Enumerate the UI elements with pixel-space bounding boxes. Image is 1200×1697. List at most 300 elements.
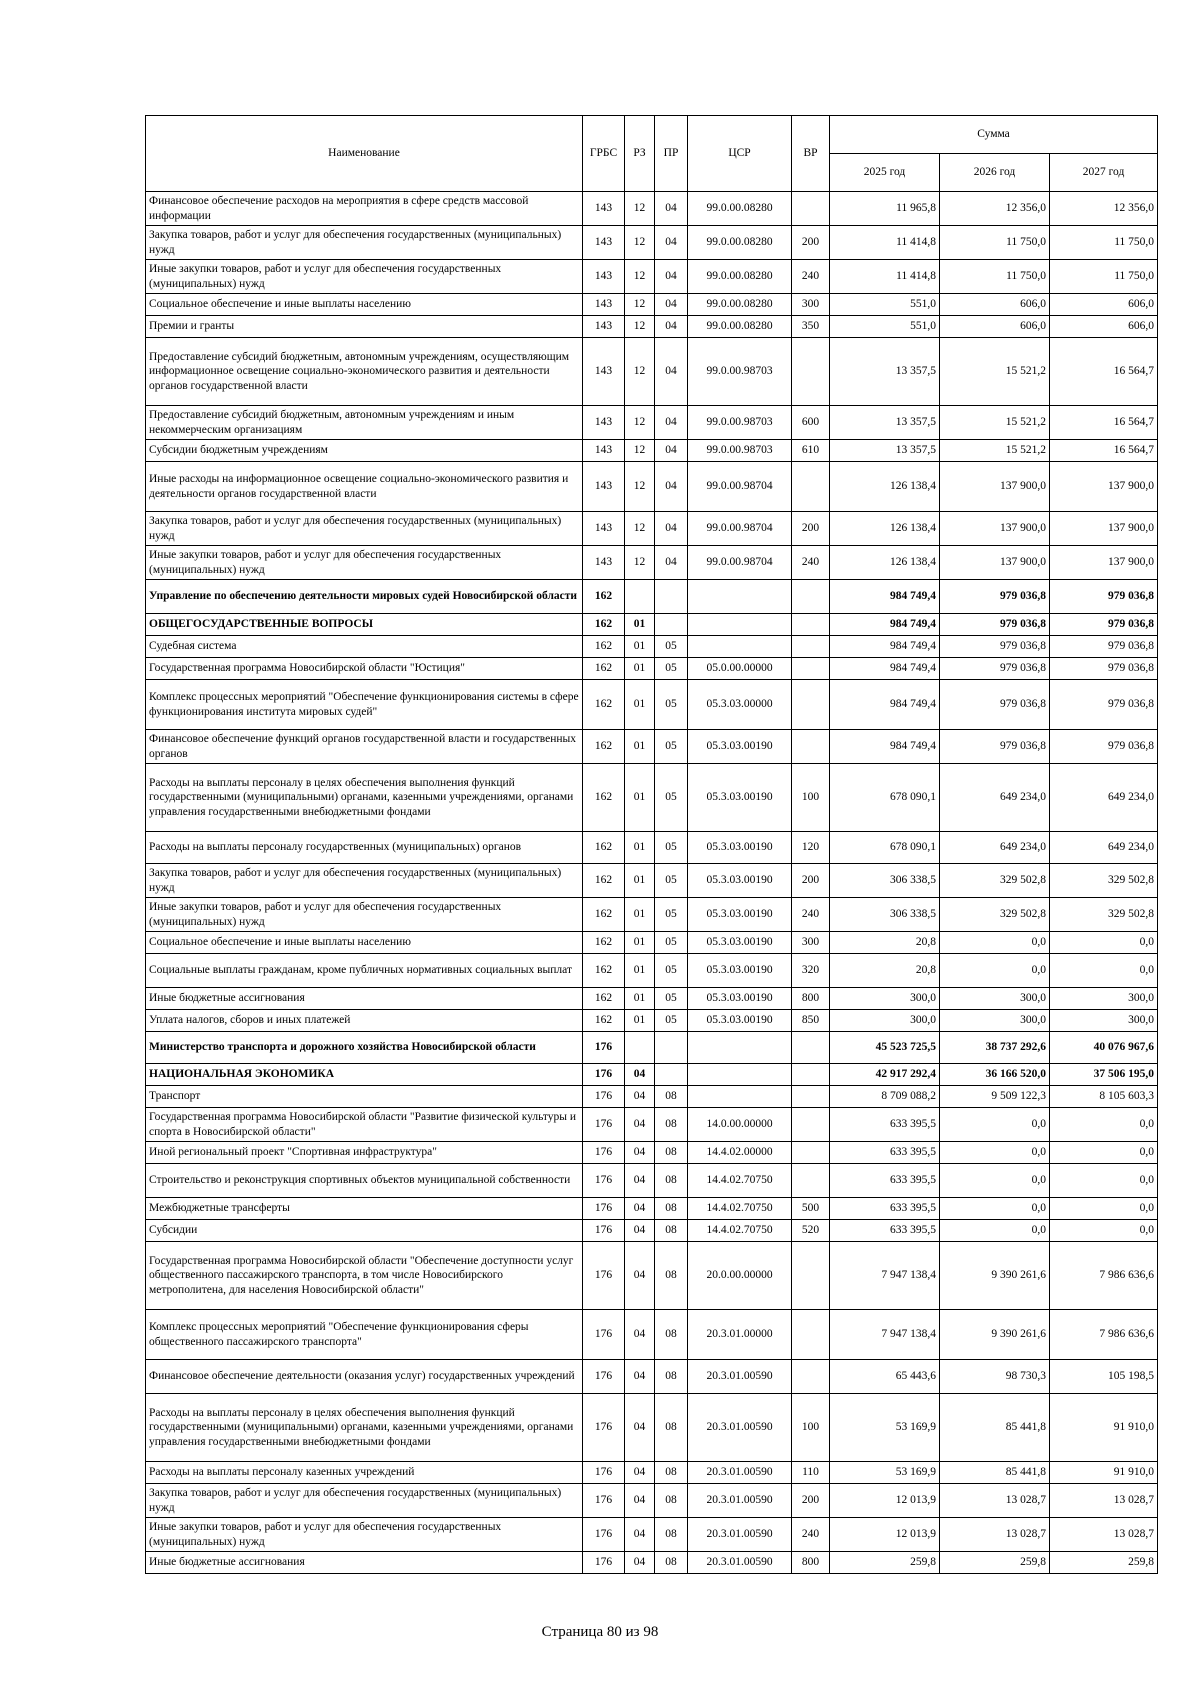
cell-vr: 800	[792, 988, 830, 1010]
cell-grbs: 143	[583, 294, 625, 316]
cell-name: Иные закупки товаров, работ и услуг для обеспечения государственных (муниципальных) нужд	[146, 546, 583, 580]
cell-pr	[655, 580, 688, 614]
cell-name: Межбюджетные трансферты	[146, 1198, 583, 1220]
cell-csr: 20.3.01.00590	[688, 1518, 792, 1552]
cell-name: Расходы на выплаты персоналу государственных (муниципальных) органов	[146, 832, 583, 864]
cell-rz: 04	[625, 1086, 655, 1108]
cell-csr: 20.3.01.00590	[688, 1462, 792, 1484]
cell-vr: 200	[792, 512, 830, 546]
cell-vr	[792, 192, 830, 226]
cell-sum-2027: 979 036,8	[1050, 730, 1158, 764]
cell-csr: 05.3.03.00190	[688, 988, 792, 1010]
cell-sum-2026: 329 502,8	[940, 864, 1050, 898]
cell-sum-2027: 7 986 636,6	[1050, 1310, 1158, 1360]
cell-rz: 12	[625, 192, 655, 226]
cell-csr: 99.0.00.98704	[688, 546, 792, 580]
cell-name: Субсидии	[146, 1220, 583, 1242]
cell-grbs: 162	[583, 764, 625, 832]
cell-sum-2026: 85 441,8	[940, 1462, 1050, 1484]
cell-name: Предоставление субсидий бюджетным, автономным учреждениям, осуществляющим информационное освещение социально-экономического развития и деятельности органов государственной власти	[146, 338, 583, 406]
cell-grbs: 143	[583, 512, 625, 546]
cell-rz: 01	[625, 1010, 655, 1032]
cell-sum-2026: 979 036,8	[940, 580, 1050, 614]
cell-vr	[792, 614, 830, 636]
cell-grbs: 176	[583, 1552, 625, 1574]
cell-rz: 12	[625, 406, 655, 440]
cell-grbs: 143	[583, 406, 625, 440]
cell-grbs: 162	[583, 932, 625, 954]
cell-sum-2026: 979 036,8	[940, 730, 1050, 764]
table-row	[146, 546, 1158, 580]
cell-vr: 200	[792, 1484, 830, 1518]
cell-pr: 08	[655, 1552, 688, 1574]
cell-rz: 12	[625, 316, 655, 338]
cell-sum-2025: 13 357,5	[830, 338, 940, 406]
cell-sum-2026: 649 234,0	[940, 832, 1050, 864]
header-pr: ПР	[655, 116, 688, 192]
table-row	[146, 512, 1158, 546]
cell-name: Иные расходы на информационное освещение социально-экономического развития и деятельности органов государственной власти	[146, 462, 583, 512]
cell-sum-2026: 15 521,2	[940, 406, 1050, 440]
cell-grbs: 176	[583, 1108, 625, 1142]
cell-sum-2025: 678 090,1	[830, 764, 940, 832]
cell-name: Иной региональный проект "Спортивная инфраструктура"	[146, 1142, 583, 1164]
cell-vr: 320	[792, 954, 830, 988]
cell-rz: 01	[625, 832, 655, 864]
cell-sum-2027: 979 036,8	[1050, 680, 1158, 730]
cell-grbs: 162	[583, 658, 625, 680]
cell-vr	[792, 1086, 830, 1108]
cell-sum-2025: 53 169,9	[830, 1394, 940, 1462]
table-row	[146, 440, 1158, 462]
table-row	[146, 462, 1158, 512]
cell-pr	[655, 614, 688, 636]
cell-sum-2025: 300,0	[830, 988, 940, 1010]
cell-rz: 12	[625, 546, 655, 580]
cell-vr: 100	[792, 764, 830, 832]
cell-name: Финансовое обеспечение расходов на мероприятия в сфере средств массовой информации	[146, 192, 583, 226]
cell-csr: 05.3.03.00190	[688, 1010, 792, 1032]
cell-grbs: 143	[583, 192, 625, 226]
cell-sum-2026: 9 390 261,6	[940, 1242, 1050, 1310]
cell-sum-2026: 137 900,0	[940, 512, 1050, 546]
cell-vr: 610	[792, 440, 830, 462]
cell-sum-2026: 9 509 122,3	[940, 1086, 1050, 1108]
cell-rz: 04	[625, 1220, 655, 1242]
cell-sum-2025: 13 357,5	[830, 440, 940, 462]
cell-pr: 08	[655, 1360, 688, 1394]
cell-sum-2026: 13 028,7	[940, 1484, 1050, 1518]
cell-rz	[625, 580, 655, 614]
cell-pr: 08	[655, 1310, 688, 1360]
cell-pr: 05	[655, 864, 688, 898]
cell-csr: 14.4.02.00000	[688, 1142, 792, 1164]
cell-rz: 01	[625, 680, 655, 730]
cell-sum-2025: 984 749,4	[830, 614, 940, 636]
cell-grbs: 162	[583, 636, 625, 658]
cell-grbs: 162	[583, 898, 625, 932]
cell-csr: 99.0.00.98704	[688, 512, 792, 546]
cell-pr	[655, 1032, 688, 1064]
cell-grbs: 176	[583, 1310, 625, 1360]
cell-grbs: 162	[583, 730, 625, 764]
cell-sum-2027: 8 105 603,3	[1050, 1086, 1158, 1108]
cell-sum-2026: 11 750,0	[940, 260, 1050, 294]
cell-name: Судебная система	[146, 636, 583, 658]
cell-sum-2027: 606,0	[1050, 316, 1158, 338]
table-row	[146, 1394, 1158, 1462]
cell-pr: 05	[655, 658, 688, 680]
table-row	[146, 192, 1158, 226]
cell-csr: 14.0.00.00000	[688, 1108, 792, 1142]
cell-rz: 01	[625, 954, 655, 988]
cell-sum-2027: 979 036,8	[1050, 580, 1158, 614]
table-row	[146, 1010, 1158, 1032]
cell-sum-2027: 12 356,0	[1050, 192, 1158, 226]
cell-pr: 08	[655, 1164, 688, 1198]
cell-pr: 04	[655, 440, 688, 462]
cell-rz: 01	[625, 636, 655, 658]
cell-vr: 240	[792, 898, 830, 932]
cell-name: Закупка товаров, работ и услуг для обеспечения государственных (муниципальных) нужд	[146, 1484, 583, 1518]
cell-pr: 04	[655, 338, 688, 406]
cell-csr: 05.3.03.00190	[688, 954, 792, 988]
cell-sum-2027: 37 506 195,0	[1050, 1064, 1158, 1086]
cell-csr: 99.0.00.08280	[688, 260, 792, 294]
cell-sum-2026: 11 750,0	[940, 226, 1050, 260]
cell-rz: 12	[625, 260, 655, 294]
cell-sum-2027: 329 502,8	[1050, 898, 1158, 932]
cell-csr: 05.0.00.00000	[688, 658, 792, 680]
cell-csr: 99.0.00.08280	[688, 192, 792, 226]
cell-grbs: 143	[583, 260, 625, 294]
cell-sum-2025: 633 395,5	[830, 1220, 940, 1242]
cell-sum-2027: 7 986 636,6	[1050, 1242, 1158, 1310]
cell-name: НАЦИОНАЛЬНАЯ ЭКОНОМИКА	[146, 1064, 583, 1086]
cell-name: Транспорт	[146, 1086, 583, 1108]
cell-vr	[792, 1164, 830, 1198]
cell-sum-2025: 8 709 088,2	[830, 1086, 940, 1108]
cell-csr: 20.3.01.00590	[688, 1552, 792, 1574]
cell-csr	[688, 1064, 792, 1086]
cell-sum-2025: 633 395,5	[830, 1164, 940, 1198]
cell-pr: 05	[655, 1010, 688, 1032]
cell-vr	[792, 1242, 830, 1310]
cell-sum-2027: 0,0	[1050, 1198, 1158, 1220]
table-row	[146, 406, 1158, 440]
cell-sum-2025: 984 749,4	[830, 680, 940, 730]
cell-name: Иные закупки товаров, работ и услуг для обеспечения государственных (муниципальных) нужд	[146, 898, 583, 932]
cell-vr	[792, 1360, 830, 1394]
cell-rz: 04	[625, 1198, 655, 1220]
cell-rz: 01	[625, 932, 655, 954]
cell-sum-2027: 0,0	[1050, 1220, 1158, 1242]
cell-name: Социальное обеспечение и иные выплаты населению	[146, 932, 583, 954]
cell-sum-2025: 126 138,4	[830, 546, 940, 580]
cell-sum-2025: 45 523 725,5	[830, 1032, 940, 1064]
cell-sum-2026: 137 900,0	[940, 546, 1050, 580]
cell-sum-2025: 984 749,4	[830, 658, 940, 680]
cell-csr	[688, 1032, 792, 1064]
header-rz: РЗ	[625, 116, 655, 192]
cell-sum-2025: 13 357,5	[830, 406, 940, 440]
cell-name: Расходы на выплаты персоналу казенных учреждений	[146, 1462, 583, 1484]
cell-grbs: 176	[583, 1484, 625, 1518]
cell-csr: 99.0.00.98703	[688, 406, 792, 440]
cell-name: Финансовое обеспечение функций органов государственной власти и государственных органов	[146, 730, 583, 764]
cell-csr: 20.3.01.00590	[688, 1360, 792, 1394]
cell-csr: 05.3.03.00190	[688, 898, 792, 932]
cell-pr: 05	[655, 680, 688, 730]
cell-sum-2027: 606,0	[1050, 294, 1158, 316]
cell-sum-2026: 606,0	[940, 316, 1050, 338]
cell-rz: 04	[625, 1518, 655, 1552]
table-row	[146, 1064, 1158, 1086]
cell-sum-2025: 65 443,6	[830, 1360, 940, 1394]
header-csr: ЦСР	[688, 116, 792, 192]
cell-vr: 120	[792, 832, 830, 864]
table-row	[146, 764, 1158, 832]
cell-sum-2027: 329 502,8	[1050, 864, 1158, 898]
cell-sum-2027: 259,8	[1050, 1552, 1158, 1574]
cell-vr	[792, 462, 830, 512]
cell-csr: 14.4.02.70750	[688, 1164, 792, 1198]
cell-pr: 08	[655, 1142, 688, 1164]
cell-sum-2026: 300,0	[940, 988, 1050, 1010]
cell-sum-2027: 137 900,0	[1050, 546, 1158, 580]
cell-grbs: 162	[583, 954, 625, 988]
cell-name: Комплекс процессных мероприятий "Обеспечение функционирования сферы общественного пассажирского транспорта"	[146, 1310, 583, 1360]
cell-sum-2027: 979 036,8	[1050, 614, 1158, 636]
cell-vr	[792, 680, 830, 730]
table-row	[146, 954, 1158, 988]
cell-pr: 08	[655, 1086, 688, 1108]
cell-name: Иные бюджетные ассигнования	[146, 1552, 583, 1574]
cell-csr: 20.0.00.00000	[688, 1242, 792, 1310]
cell-sum-2027: 649 234,0	[1050, 832, 1158, 864]
table-row	[146, 1142, 1158, 1164]
cell-csr: 05.3.03.00190	[688, 864, 792, 898]
cell-sum-2025: 126 138,4	[830, 462, 940, 512]
cell-grbs: 176	[583, 1142, 625, 1164]
cell-pr: 04	[655, 512, 688, 546]
table-row	[146, 1220, 1158, 1242]
cell-sum-2026: 12 356,0	[940, 192, 1050, 226]
cell-name: Закупка товаров, работ и услуг для обеспечения государственных (муниципальных) нужд	[146, 864, 583, 898]
cell-sum-2027: 11 750,0	[1050, 226, 1158, 260]
cell-sum-2027: 137 900,0	[1050, 512, 1158, 546]
cell-csr	[688, 636, 792, 658]
cell-grbs: 143	[583, 338, 625, 406]
cell-csr: 99.0.00.98703	[688, 440, 792, 462]
cell-sum-2025: 306 338,5	[830, 864, 940, 898]
cell-grbs: 176	[583, 1086, 625, 1108]
cell-sum-2027: 13 028,7	[1050, 1484, 1158, 1518]
cell-sum-2026: 0,0	[940, 1198, 1050, 1220]
cell-sum-2026: 259,8	[940, 1552, 1050, 1574]
cell-sum-2027: 0,0	[1050, 1142, 1158, 1164]
table-row	[146, 1360, 1158, 1394]
cell-sum-2027: 300,0	[1050, 1010, 1158, 1032]
cell-sum-2025: 53 169,9	[830, 1462, 940, 1484]
cell-pr: 04	[655, 192, 688, 226]
cell-sum-2026: 979 036,8	[940, 658, 1050, 680]
cell-sum-2027: 649 234,0	[1050, 764, 1158, 832]
cell-vr: 300	[792, 294, 830, 316]
table-row	[146, 614, 1158, 636]
cell-pr	[655, 1064, 688, 1086]
cell-sum-2026: 979 036,8	[940, 680, 1050, 730]
cell-rz: 04	[625, 1142, 655, 1164]
cell-sum-2027: 16 564,7	[1050, 406, 1158, 440]
cell-sum-2026: 0,0	[940, 1142, 1050, 1164]
cell-csr: 05.3.03.00190	[688, 932, 792, 954]
cell-rz: 12	[625, 338, 655, 406]
cell-rz: 01	[625, 988, 655, 1010]
header-year-2025: 2025 год	[830, 154, 940, 192]
cell-rz: 04	[625, 1164, 655, 1198]
cell-rz: 01	[625, 764, 655, 832]
cell-vr	[792, 1032, 830, 1064]
cell-csr: 05.3.03.00000	[688, 680, 792, 730]
cell-csr: 05.3.03.00190	[688, 730, 792, 764]
cell-sum-2026: 0,0	[940, 1220, 1050, 1242]
cell-pr: 05	[655, 954, 688, 988]
cell-grbs: 176	[583, 1394, 625, 1462]
cell-vr	[792, 658, 830, 680]
cell-csr: 20.3.01.00590	[688, 1394, 792, 1462]
cell-grbs: 176	[583, 1064, 625, 1086]
table-row	[146, 1462, 1158, 1484]
cell-sum-2027: 300,0	[1050, 988, 1158, 1010]
cell-sum-2025: 11 965,8	[830, 192, 940, 226]
cell-pr: 05	[655, 730, 688, 764]
cell-pr: 08	[655, 1462, 688, 1484]
cell-name: Государственная программа Новосибирской области "Обеспечение доступности услуг общественного пассажирского транспорта, в том числе Новосибирского метрополитена, для населения Новосибирской области"	[146, 1242, 583, 1310]
table-row	[146, 1108, 1158, 1142]
cell-grbs: 176	[583, 1242, 625, 1310]
cell-sum-2025: 20,8	[830, 932, 940, 954]
cell-vr	[792, 636, 830, 658]
table-row	[146, 636, 1158, 658]
cell-sum-2027: 91 910,0	[1050, 1394, 1158, 1462]
cell-vr: 200	[792, 864, 830, 898]
cell-sum-2026: 13 028,7	[940, 1518, 1050, 1552]
cell-grbs: 162	[583, 1010, 625, 1032]
table-row	[146, 260, 1158, 294]
cell-grbs: 162	[583, 988, 625, 1010]
cell-sum-2025: 633 395,5	[830, 1108, 940, 1142]
cell-vr	[792, 338, 830, 406]
cell-vr: 350	[792, 316, 830, 338]
cell-csr	[688, 614, 792, 636]
table-row	[146, 658, 1158, 680]
cell-sum-2025: 11 414,8	[830, 260, 940, 294]
cell-sum-2026: 606,0	[940, 294, 1050, 316]
cell-csr: 99.0.00.08280	[688, 316, 792, 338]
cell-vr: 800	[792, 1552, 830, 1574]
cell-rz: 12	[625, 226, 655, 260]
cell-csr: 05.3.03.00190	[688, 764, 792, 832]
header-sum: Сумма	[830, 116, 1158, 154]
cell-pr: 04	[655, 226, 688, 260]
cell-rz: 01	[625, 658, 655, 680]
cell-rz: 01	[625, 864, 655, 898]
cell-rz: 01	[625, 898, 655, 932]
table-row	[146, 832, 1158, 864]
cell-sum-2026: 0,0	[940, 932, 1050, 954]
cell-rz: 01	[625, 614, 655, 636]
cell-csr: 20.3.01.00590	[688, 1484, 792, 1518]
cell-name: Государственная программа Новосибирской области "Развитие физической культуры и спорта в Новосибирской области"	[146, 1108, 583, 1142]
cell-pr: 08	[655, 1518, 688, 1552]
cell-grbs: 162	[583, 614, 625, 636]
budget-table	[145, 115, 1158, 1574]
cell-name: Социальное обеспечение и иные выплаты населению	[146, 294, 583, 316]
cell-sum-2027: 16 564,7	[1050, 338, 1158, 406]
cell-rz: 04	[625, 1064, 655, 1086]
table-row	[146, 680, 1158, 730]
cell-sum-2027: 0,0	[1050, 1108, 1158, 1142]
cell-sum-2027: 91 910,0	[1050, 1462, 1158, 1484]
cell-pr: 05	[655, 932, 688, 954]
table-row	[146, 1552, 1158, 1574]
cell-pr: 05	[655, 832, 688, 864]
cell-sum-2026: 137 900,0	[940, 462, 1050, 512]
cell-sum-2026: 9 390 261,6	[940, 1310, 1050, 1360]
cell-sum-2026: 36 166 520,0	[940, 1064, 1050, 1086]
cell-pr: 08	[655, 1108, 688, 1142]
cell-rz: 04	[625, 1462, 655, 1484]
cell-sum-2026: 98 730,3	[940, 1360, 1050, 1394]
table-row	[146, 1198, 1158, 1220]
cell-pr: 04	[655, 260, 688, 294]
cell-pr: 08	[655, 1220, 688, 1242]
cell-name: Управление по обеспечению деятельности мировых судей Новосибирской области	[146, 580, 583, 614]
cell-csr: 99.0.00.08280	[688, 294, 792, 316]
cell-name: Закупка товаров, работ и услуг для обеспечения государственных (муниципальных) нужд	[146, 512, 583, 546]
cell-name: Закупка товаров, работ и услуг для обеспечения государственных (муниципальных) нужд	[146, 226, 583, 260]
cell-pr: 05	[655, 636, 688, 658]
cell-name: Уплата налогов, сборов и иных платежей	[146, 1010, 583, 1032]
cell-pr: 04	[655, 294, 688, 316]
table-row	[146, 1484, 1158, 1518]
table-header	[146, 116, 1158, 192]
cell-grbs: 176	[583, 1220, 625, 1242]
cell-name: Премии и гранты	[146, 316, 583, 338]
cell-rz: 12	[625, 294, 655, 316]
cell-sum-2027: 11 750,0	[1050, 260, 1158, 294]
cell-rz: 12	[625, 512, 655, 546]
cell-name: Расходы на выплаты персоналу в целях обеспечения выполнения функций государственными (муниципальными) органами, казенными учреждениями, органами управления государственными внебюджетными фондами	[146, 1394, 583, 1462]
cell-vr	[792, 1108, 830, 1142]
cell-sum-2025: 551,0	[830, 294, 940, 316]
cell-name: Предоставление субсидий бюджетным, автономным учреждениям и иным некоммерческим организациям	[146, 406, 583, 440]
cell-vr	[792, 580, 830, 614]
cell-pr: 08	[655, 1394, 688, 1462]
cell-rz: 04	[625, 1242, 655, 1310]
cell-sum-2026: 979 036,8	[940, 636, 1050, 658]
cell-csr: 05.3.03.00190	[688, 832, 792, 864]
table-row	[146, 226, 1158, 260]
cell-name: Министерство транспорта и дорожного хозяйства Новосибирской области	[146, 1032, 583, 1064]
cell-sum-2027: 105 198,5	[1050, 1360, 1158, 1394]
table-row	[146, 864, 1158, 898]
cell-name: ОБЩЕГОСУДАРСТВЕННЫЕ ВОПРОСЫ	[146, 614, 583, 636]
table-row	[146, 730, 1158, 764]
cell-vr: 110	[792, 1462, 830, 1484]
cell-sum-2026: 649 234,0	[940, 764, 1050, 832]
